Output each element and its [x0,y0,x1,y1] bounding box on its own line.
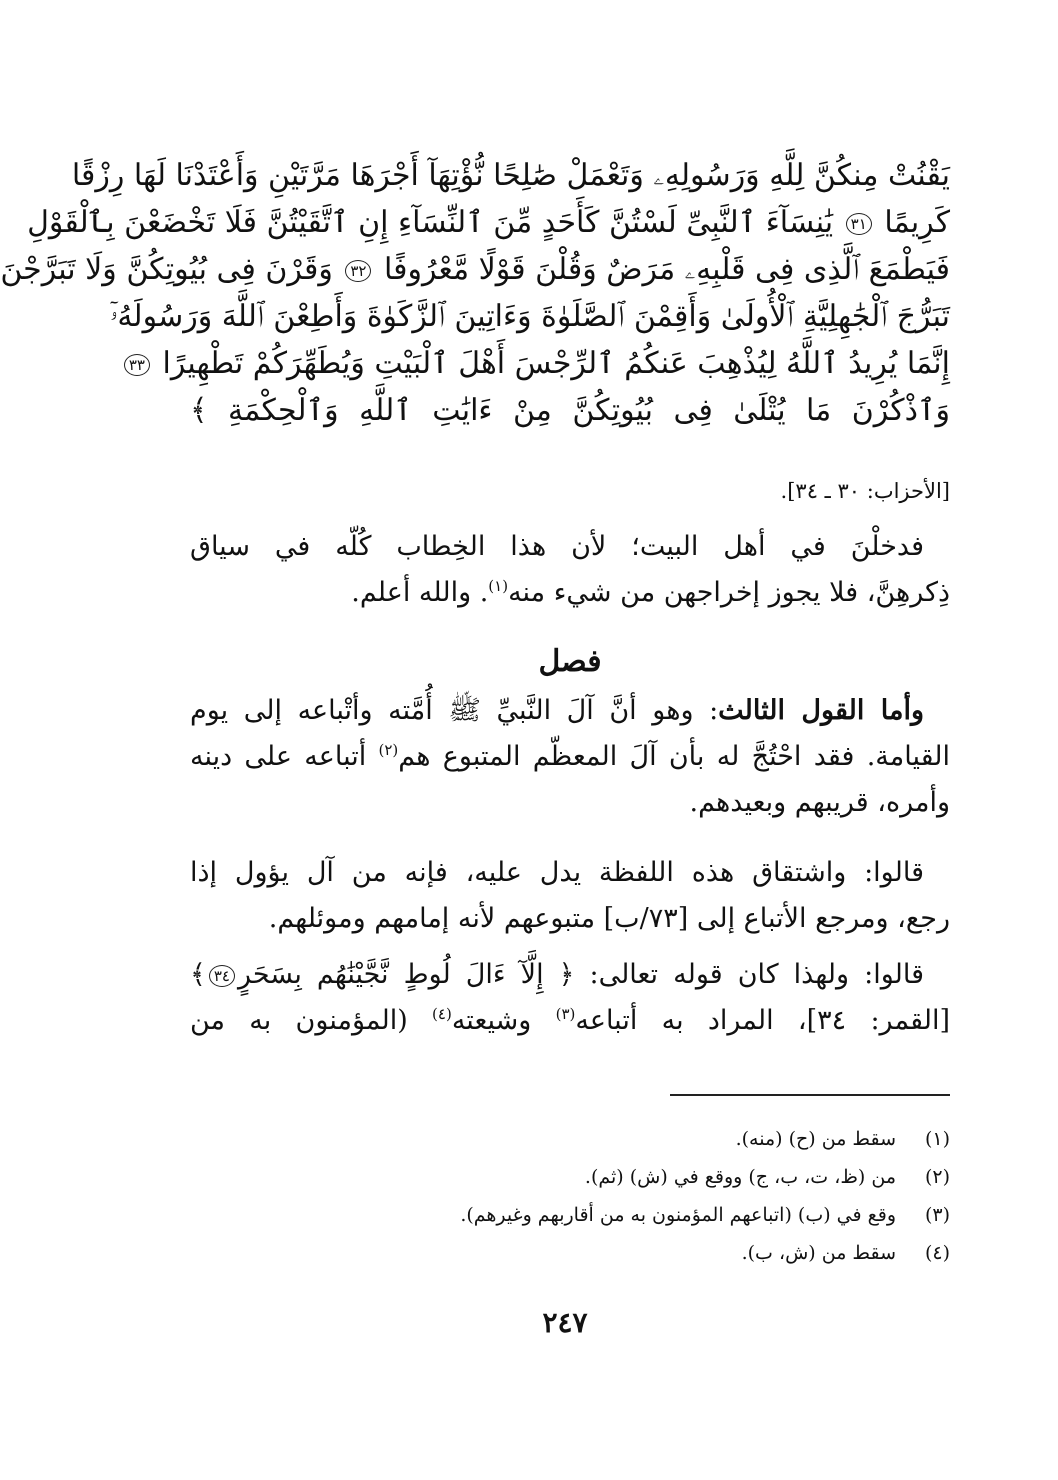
quran-segment: وَٱذْكُرْنَ مَا يُتْلَىٰ فِى بُيُوتِكُنَّ مِنْ ءَايَٰتِ ٱللَّهِ وَٱلْحِكْمَةِ [228,393,950,428]
text-segment: قالوا: ولهذا كان قوله تعالى: ﴿ إِلَّآ ءَالَ لُوطٍ نَّجَّيْنَٰهُم بِسَحَرٍ [237,959,924,990]
quran-segment: كَرِيمًا [884,205,950,240]
footnote-item [190,1120,950,1158]
quran-segment: إِنَّمَا يُرِيدُ ٱللَّهُ لِيُذْهِبَ عَنكُمُ ٱلرِّجْسَ أَهْلَ ٱلْبَيْتِ وَيُطَهِّرَكُمْ تَطْهِيرًا [162,346,950,381]
quran-line [0,246,950,293]
footnote-ref[interactable]: (٢) [378,741,399,759]
aya-number-marker: ٣١ [846,213,872,235]
quran-close-bracket: ﴾ [190,959,206,990]
footnote-text: من (ظ، ت، ب، ج) ووقع في (ش) (ثم). [584,1166,896,1188]
footnote-text: سقط من (ش، ب). [741,1242,896,1264]
footnote-text: وقع في (ب) (اتباعهم المؤمنون به من أقاربهم وغيرهم). [460,1204,896,1226]
footnotes [190,1120,950,1272]
paragraph-line [190,998,950,1044]
quran-line [27,199,950,246]
footnote-item [190,1234,950,1272]
footnote-number: (١) [924,1128,950,1150]
aya-number-marker: ٣٢ [345,260,371,282]
paragraph-3 [190,850,950,942]
aya-number-marker: ٣٣ [124,354,150,376]
footnote-number: (٢) [924,1166,950,1188]
paragraph-2 [190,688,950,826]
section-heading: فصل [538,644,602,679]
paragraph-line [190,688,950,734]
footnote-text: سقط من (ح) (منه). [735,1128,896,1150]
bold-lead: وأما القول الثالث [718,695,924,726]
footnote-number: (٣) [924,1204,950,1226]
paragraph-4 [190,952,950,1044]
footnote-divider [670,1094,950,1096]
text-segment: : وهو أنَّ آلَ النَّبيِّ ﷺ أُمَّته وأتْباعه إلى يوم [190,695,719,726]
quran-segment: وَقَرْنَ فِى بُيُوتِكُنَّ وَلَا تَبَرَّجْنَ [0,252,333,287]
footnote-ref[interactable]: (٣) [555,1005,576,1023]
quran-segment: فَيَطْمَعَ ٱلَّذِى فِى قَلْبِهِۦ مَرَضٌ وَقُلْنَ قَوْلًا مَّعْرُوفًا [384,252,950,287]
quran-close-bracket: ﴾ [190,393,208,428]
page-number: ٢٤٧ [542,1306,588,1339]
footnote-number: (٤) [924,1242,950,1264]
quran-passage [0,152,950,434]
paragraph-1 [190,524,950,616]
quran-line: تَبَرُّجَ ٱلْجَٰهِلِيَّةِ ٱلْأُولَىٰ وَأَقِمْنَ ٱلصَّلَوٰةَ وَءَاتِينَ ٱلزَّكَوٰةَ وَأَطِعْنَ ٱللَّهَ وَرَسُولَهُۥٓ [109,299,950,334]
aya-number-marker: ٣٤ [209,965,235,987]
footnote-item [190,1158,950,1196]
text-segment: . والله أعلم. [351,577,489,608]
paragraph-line: قالوا: واشتقاق هذه اللفظة يدل عليه، فإنه من آل يؤول إذا [190,857,924,888]
quran-line: يَقْنُتْ مِنكُنَّ لِلَّهِ وَرَسُولِهِۦ وَتَعْمَلْ صَٰلِحًا نُّؤْتِهَآ أَجْرَهَا مَرَّتَيْنِ وَأَعْتَدْنَا لَهَا رِزْقًا [71,158,950,193]
paragraph-line: فدخلْنَ في أهل البيت؛ لأن هذا الخِطاب كُلّه في سياق [190,531,924,562]
footnote-item [190,1196,950,1234]
quran-line [190,387,950,434]
text-segment: [القمر: ٣٤]، المراد به أتباعه [575,1005,950,1036]
paragraph-line [190,952,950,998]
paragraph-line [190,570,950,616]
quran-segment: يَٰنِسَآءَ ٱلنَّبِىِّ لَسْتُنَّ كَأَحَدٍ مِّنَ ٱلنِّسَآءِ إِنِ ٱتَّقَيْتُنَّ فَلَا تَخْضَعْنَ بِٱلْقَوْلِ [27,205,834,240]
quran-reference: [الأحزاب: ٣٠ ـ ٣٤]. [780,479,950,503]
quran-line [128,340,950,387]
paragraph-line: رجع، ومرجع الأتباع إلى [٧٣/ب] متبوعهم لأنه إمامهم وموئلهم. [268,903,950,934]
footnote-ref[interactable]: (٤) [432,1005,452,1023]
text-segment: ذِكرهِنَّ، فلا يجوز إخراجهن من شيء منه [508,577,950,608]
footnote-ref[interactable]: (١) [488,577,509,595]
text-segment: القيامة. فقد احْتُجَّ له بأن آلَ المعظّم المتبوع هم [398,741,950,772]
paragraph-line: وأمره، قريبهم وبعيدهم. [689,787,950,818]
text-segment: وشيعته [451,1005,556,1036]
text-segment: أتباعه على دينه [190,741,379,772]
paragraph-line [190,734,950,780]
text-segment: (المؤمنون به من [190,1005,433,1036]
